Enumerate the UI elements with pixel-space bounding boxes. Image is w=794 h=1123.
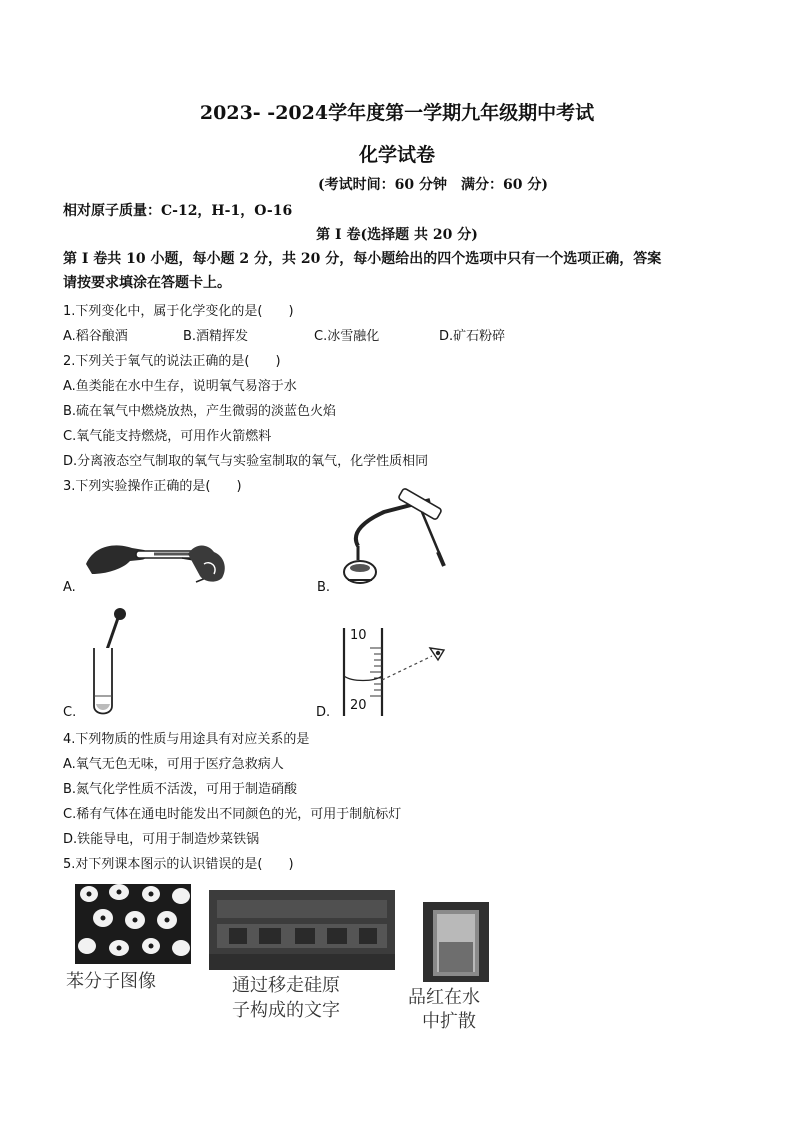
q3-option-a-label: A. — [63, 580, 76, 595]
exam-title: 2023- -2024学年度第一学期九年级期中考试 — [199, 102, 595, 124]
q2-option-a: A.鱼类能在水中生存，说明氧气易溶于水 — [63, 379, 297, 394]
cylinder-top-mark: 10 — [350, 628, 367, 643]
q3-stem: 3.下列实验操作正确的是( ) — [63, 479, 242, 494]
q4-option-d: D.铁能导电，可用于制造炒菜铁锅 — [63, 832, 260, 847]
section-title: 第 I 卷(选择题 共 20 分) — [316, 227, 478, 243]
q5-caption-1: 苯分子图像 — [66, 971, 156, 992]
instructions-line-1: 第 I 卷共 10 小题，每小题 2 分，共 20 分，每小题给出的四个选项中只有一个选项正确，答案 — [63, 251, 662, 267]
q3-figure-a-heating-tube — [84, 534, 234, 594]
exam-meta: (考试时间：60 分钟 满分：60 分) — [318, 177, 548, 193]
q5-caption-3-line-1: 品红在水 — [408, 987, 480, 1008]
q1-stem: 1.下列变化中，属于化学变化的是( ) — [63, 304, 294, 319]
q1-option-a: A.稻谷酿酒 — [63, 329, 128, 344]
q2-option-c: C.氧气能支持燃烧，可用作火箭燃料 — [63, 429, 272, 444]
q5-caption-3-line-2: 中扩散 — [422, 1011, 476, 1032]
cylinder-bottom-mark: 20 — [350, 698, 367, 713]
q5-caption-2-line-2: 子构成的文字 — [232, 1000, 340, 1021]
q3-figure-c-test-tube — [88, 608, 138, 718]
q5-image-benzene-molecules — [75, 884, 191, 964]
q2-stem: 2.下列关于氧气的说法正确的是( ) — [63, 354, 281, 369]
q5-caption-2-line-1: 通过移走硅原 — [232, 975, 340, 996]
q4-stem: 4.下列物质的性质与用途具有对应关系的是 — [63, 732, 310, 747]
q1-option-d: D.矿石粉碎 — [439, 329, 506, 344]
q3-option-c-label: C. — [63, 705, 77, 720]
q1-option-c: C.冰雪融化 — [314, 329, 380, 344]
q4-option-c: C.稀有气体在通电时能发出不同颜色的光，可用于制航标灯 — [63, 807, 402, 822]
q2-option-d: D.分离液态空气制取的氧气与实验室制取的氧气，化学性质相同 — [63, 454, 429, 469]
q5-image-silicon-atoms — [209, 890, 395, 970]
q4-option-b: B.氮气化学性质不活泼，可用于制造硝酸 — [63, 782, 298, 797]
atomic-mass-line: 相对原子质量：C-12，H-1，O-16 — [63, 203, 293, 219]
q3-option-b-label: B. — [317, 580, 331, 595]
q5-stem: 5.对下列课本图示的认识错误的是( ) — [63, 857, 294, 872]
instructions-line-2: 请按要求填涂在答题卡上。 — [63, 275, 231, 291]
q2-option-b: B.硫在氧气中燃烧放热，产生微弱的淡蓝色火焰 — [63, 404, 337, 419]
exam-subtitle: 化学试卷 — [358, 144, 435, 166]
q3-option-d-label: D. — [316, 705, 331, 720]
q5-image-dye-diffusion — [423, 902, 489, 982]
q3-figure-b-alcohol-lamp — [338, 498, 458, 598]
q4-option-a: A.氧气无色无味，可用于医疗急救病人 — [63, 757, 284, 772]
q1-option-b: B.酒精挥发 — [183, 329, 249, 344]
